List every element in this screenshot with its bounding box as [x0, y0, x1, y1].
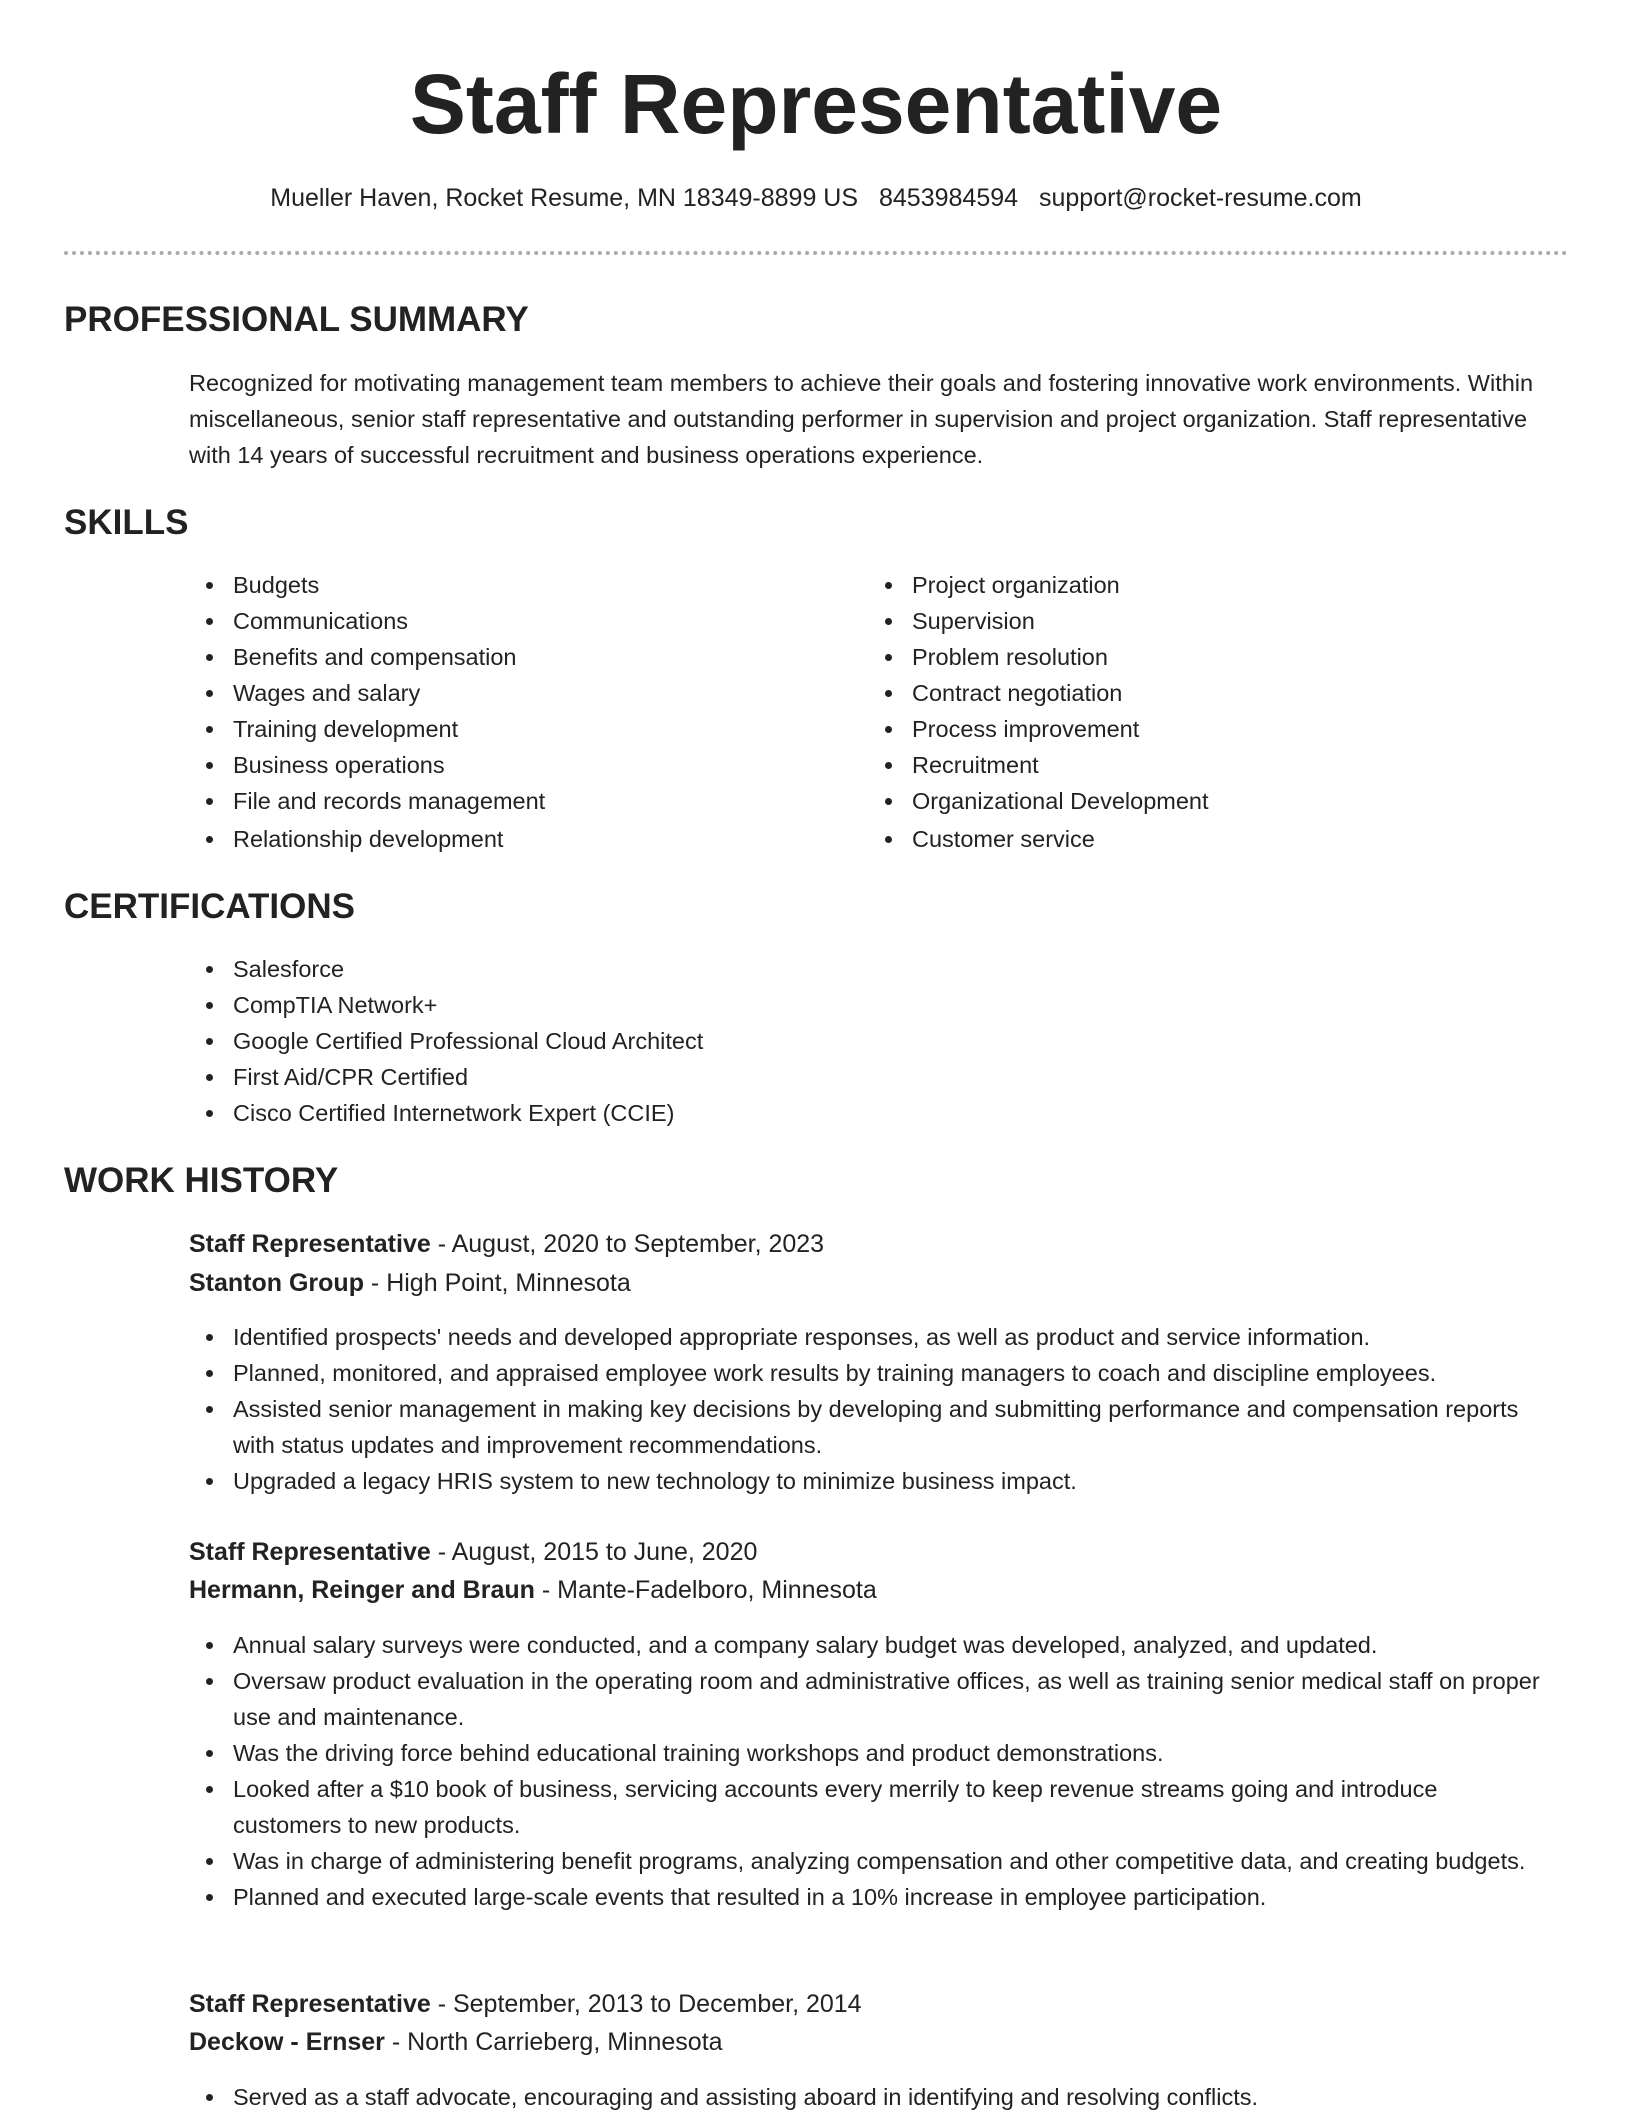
skill-item: Problem resolution: [868, 639, 1508, 675]
job-title: Staff Representative: [189, 1990, 431, 2018]
skill-item: Wages and salary: [189, 675, 829, 711]
skill-item: Project organization: [868, 567, 1508, 603]
job-title-line: [189, 1225, 824, 1263]
job-title: Staff Representative: [189, 1538, 431, 1566]
job-location: - North Carrieberg, Minnesota: [384, 2028, 723, 2056]
skill-item: Supervision: [868, 603, 1508, 639]
skill-item: Communications: [189, 603, 829, 639]
job-bullet: Assisted senior management in making key decisions by developing and submitting performance and compensation reports with status updates and improvement recommendations.: [189, 1391, 1569, 1463]
skill-item: Process improvement: [868, 711, 1508, 747]
job-title: Staff Representative: [189, 1230, 431, 1258]
job-bullet: Planned, monitored, and appraised employee work results by training managers to coach and discipline employees.: [189, 1355, 1569, 1391]
skill-item: Contract negotiation: [868, 675, 1508, 711]
section-heading-skills: SKILLS: [64, 503, 189, 542]
job-bullet: Oversaw product evaluation in the operating room and administrative offices, as well as training senior medical staff on proper use and maintenance.: [189, 1663, 1569, 1735]
job-title-line: [189, 1533, 757, 1571]
job-company: Hermann, Reinger and Braun: [189, 1576, 535, 1604]
skill-item: Customer service: [868, 821, 1508, 857]
job-company: Deckow - Ernser: [189, 2028, 385, 2056]
skill-item: Budgets: [189, 567, 829, 603]
skills-list-left: [189, 567, 829, 857]
certifications-list: [189, 951, 1489, 1131]
job-bullet: Was in charge of administering benefit programs, analyzing compensation and other competitive data, and creating budgets.: [189, 1843, 1569, 1879]
section-heading-summary: PROFESSIONAL SUMMARY: [64, 300, 529, 339]
contact-line: [0, 180, 1632, 216]
job-bullet: Identified prospects' needs and developed appropriate responses, as well as product and service information.: [189, 1319, 1569, 1355]
job-bullet: Upgraded a legacy HRIS system to new technology to minimize business impact.: [189, 1463, 1569, 1499]
job-dates: - August, 2015 to June, 2020: [430, 1538, 758, 1566]
job-dates: - September, 2013 to December, 2014: [430, 1990, 862, 2018]
job-company-line: [189, 1264, 631, 1302]
certification-item: Salesforce: [189, 951, 1489, 987]
certification-item: CompTIA Network+: [189, 987, 1489, 1023]
section-heading-work-history: WORK HISTORY: [64, 1161, 339, 1200]
contact-phone: 8453984594: [879, 184, 1019, 212]
job-company: Stanton Group: [189, 1269, 364, 1297]
skill-item: Recruitment: [868, 747, 1508, 783]
certification-item: Google Certified Professional Cloud Architect: [189, 1023, 1489, 1059]
job-company-line: [189, 2023, 723, 2061]
skill-item: Training development: [189, 711, 829, 747]
header-divider: [64, 251, 1568, 255]
job-bullets: [189, 1319, 1569, 1499]
job-dates: - August, 2020 to September, 2023: [430, 1230, 825, 1258]
job-bullet: Served as a staff advocate, encouraging and assisting aboard in identifying and resolving conflicts.: [189, 2079, 1569, 2112]
job-company-line: [189, 1571, 877, 1609]
job-location: - Mante-Fadelboro, Minnesota: [534, 1576, 877, 1604]
skill-item: Relationship development: [189, 821, 829, 857]
certification-item: Cisco Certified Internetwork Expert (CCIE): [189, 1095, 1489, 1131]
job-bullets: [189, 2079, 1569, 2112]
certification-item: First Aid/CPR Certified: [189, 1059, 1489, 1095]
summary-text: Recognized for motivating management team members to achieve their goals and fostering innovative work environments. Within miscellaneous, senior staff representative and outstanding performer in supervision and project organization. Staff representative with 14 years of successful recruitment and business operations experience.: [189, 370, 1534, 468]
job-bullet: Was the driving force behind educational training workshops and product demonstrations.: [189, 1735, 1569, 1771]
skill-item: Benefits and compensation: [189, 639, 829, 675]
page-title: Staff Representative: [409, 57, 1223, 151]
contact-address: Mueller Haven, Rocket Resume, MN 18349-8899 US: [270, 184, 859, 212]
skill-item: Business operations: [189, 747, 829, 783]
section-heading-certifications: CERTIFICATIONS: [64, 887, 356, 926]
contact-email: support@rocket-resume.com: [1039, 184, 1362, 212]
skills-list-right: [868, 567, 1508, 857]
job-location: - High Point, Minnesota: [363, 1269, 631, 1297]
job-bullet: Annual salary surveys were conducted, and a company salary budget was developed, analyzed, and updated.: [189, 1627, 1569, 1663]
job-bullets: [189, 1627, 1569, 1915]
skill-item: Organizational Development: [868, 783, 1508, 819]
job-bullet: Planned and executed large-scale events that resulted in a 10% increase in employee participation.: [189, 1879, 1569, 1915]
job-bullet: Looked after a $10 book of business, servicing accounts every merrily to keep revenue streams going and introduce customers to new products.: [189, 1771, 1569, 1843]
job-title-line: [189, 1985, 862, 2023]
skill-item: File and records management: [189, 783, 829, 819]
